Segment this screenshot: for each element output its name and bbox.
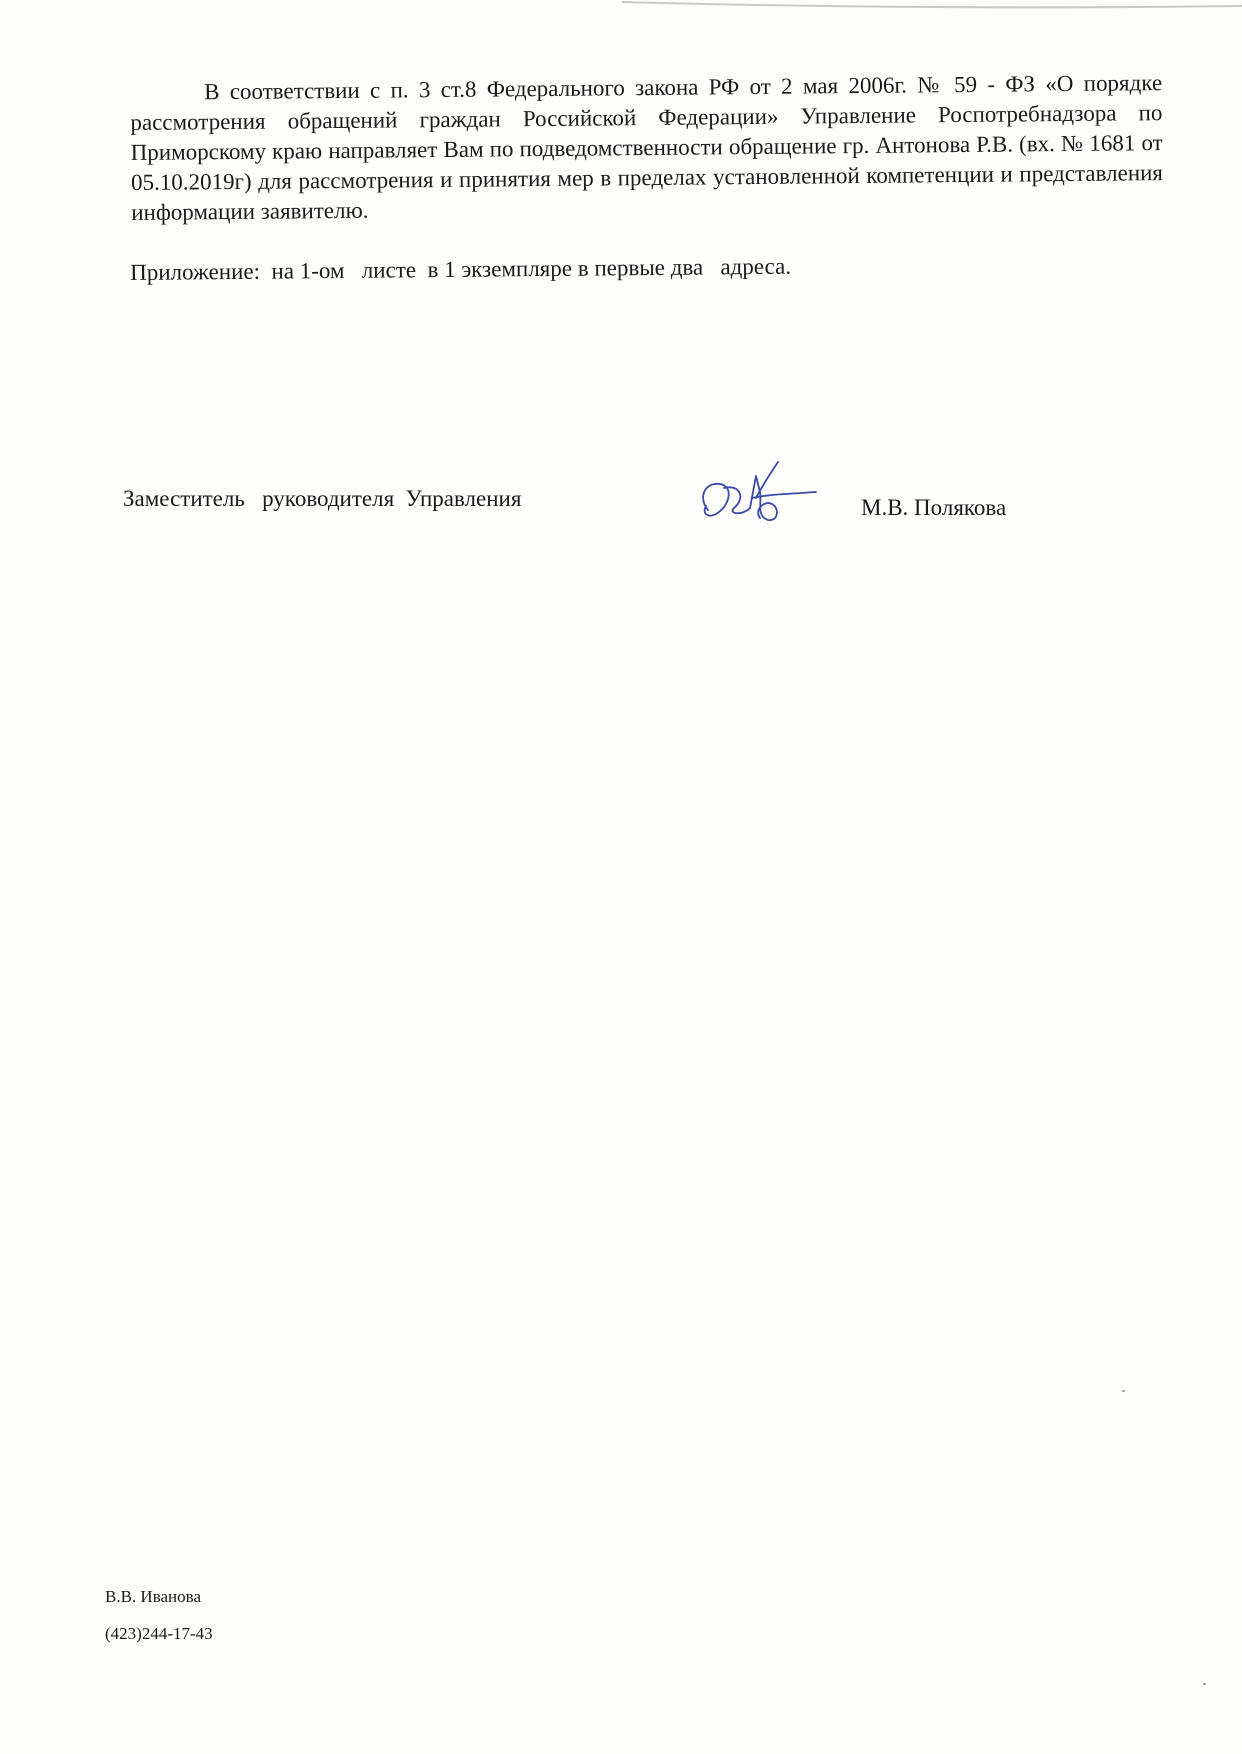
handwritten-signature <box>690 458 820 538</box>
signer-name: М.В. Полякова <box>861 495 1007 520</box>
scan-speck <box>1122 1390 1125 1392</box>
letter-body: В соответствии с п. 3 ст.8 Федерального закона РФ от 2 мая 2006г. № 59 - ФЗ «О порядке рассмотрения обращений граждан Российской Федерации» Управление Роспотребнадзора по Приморскому краю направляет Вам по подведомственности обращение гр. Антонова Р.В. (вх. № 1681 от 05.10.2019г) для рассмотрения и принятия мер в пределах установленной компетенции и представления информации заявителю. <box>130 70 1164 225</box>
scan-edge-shadow <box>622 0 1242 16</box>
signer-position-title: Заместитель руководителя Управления <box>123 486 522 511</box>
scan-speck <box>1203 1683 1206 1685</box>
executor-phone: (423)244-17-43 <box>105 1624 213 1643</box>
attachment-note: Приложение: на 1-ом листе в 1 экземпляре в первые два адреса. <box>130 253 792 285</box>
executor-name: В.В. Иванова <box>105 1587 201 1606</box>
